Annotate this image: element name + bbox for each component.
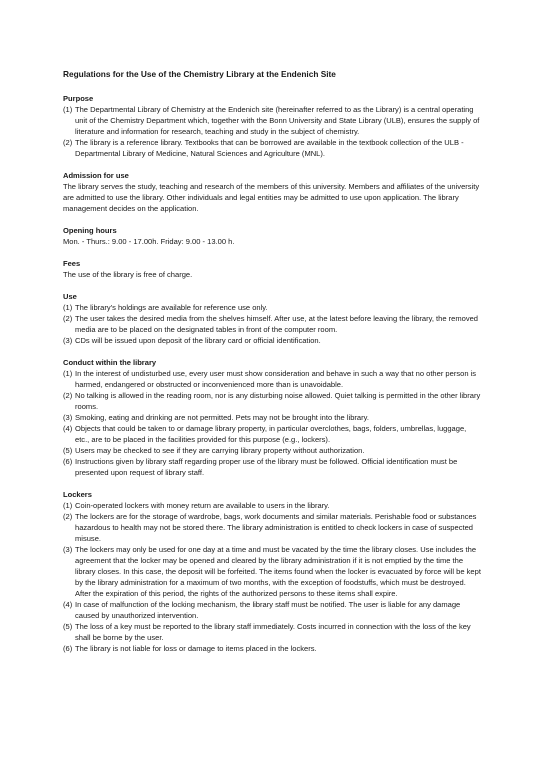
section-conduct [63,357,481,478]
list-item [63,104,481,137]
item-text: Smoking, eating and drinking are not permitted. Pets may not be brought into the library. [75,413,369,422]
list-item [63,137,481,159]
item-text: Objects that could be taken to or damage library property, in particular overclothes, bags, folders, umbrellas, luggage, etc., are to be placed in the facilities provided for this purpose (e.g., lockers). [75,424,467,444]
section-fees [63,258,481,280]
list-item [63,643,481,654]
item-number: (4) [63,424,73,433]
section-heading: Admission for use [63,171,129,180]
item-number: (2) [63,314,73,323]
list-item [63,313,481,335]
item-text: The user takes the desired media from the shelves himself. After use, at the latest before leaving the library, the removed media are to be placed on the designated tables in front of the computer room. [75,314,478,334]
item-text: Coin-operated lockers with money return are available to users in the library. [75,501,330,510]
section-heading: Conduct within the library [63,358,157,367]
item-text: The Departmental Library of Chemistry at the Endenich site (hereinafter referred to as the Library) is a central operating unit of the Chemistry Department which, together with the Bonn University and State Library (ULB), ensures the supply of literature and information for research, teaching and study in the subject of chemistry. [75,105,480,136]
section-heading: Use [63,292,77,301]
item-text: The lockers may only be used for one day at a time and must be vacated by the time the library closes. Use includes the agreement that the locker may be opened and cleared by the library administration if it is not emptied by the time the library closes. In this case, the deposit will be forfeited. The items found when the locker is evacuated by force will be kept by the library administration for a maximum of two months, with the exception of foodstuffs, which must be destroyed. After the expiration of this period, the rights of the authorized persons to these items shall expire. [75,545,481,598]
section-admission [63,170,481,214]
item-text: The library is a reference library. Textbooks that can be borrowed are available in the textbook collection of the ULB - Departmental Library of Medicine, Natural Sciences and Agriculture (MNL). [75,138,464,158]
item-number: (2) [63,391,73,400]
item-number: (3) [63,413,73,422]
item-text: The lockers are for the storage of wardrobe, bags, work documents and similar materials. Perishable food or substances hazardous to health may not be stored there. The library administration is entitled to check lockers in case of suspected misuse. [75,512,477,543]
item-text: Instructions given by library staff regarding proper use of the library must be followed. Official identification must be presented upon request of library staff. [75,457,458,477]
item-number: (3) [63,336,73,345]
list-item [63,368,481,390]
list-item [63,456,481,478]
item-text: In the interest of undisturbed use, every user must show consideration and behave in such a way that no other person is harmed, endangered or obstructed or inconvenienced more than is unavoidable. [75,369,477,389]
section-heading: Lockers [63,490,92,499]
document-title: Regulations for the Use of the Chemistry Library at the Endenich Site [63,69,336,79]
section-use [63,291,481,346]
item-text: CDs will be issued upon deposit of the library card or official identification. [75,336,321,345]
list-item [63,621,481,643]
section-opening-hours [63,225,481,247]
section-heading: Opening hours [63,226,117,235]
list-item [63,302,481,313]
section-purpose [63,93,481,159]
section-paragraph: The use of the library is free of charge. [63,270,193,279]
section-heading: Fees [63,259,81,268]
document-page [63,68,481,665]
section-heading: Purpose [63,94,94,103]
item-text: No talking is allowed in the reading room, nor is any disturbing noise allowed. Quiet talking is permitted in the other library rooms. [75,391,481,411]
section-paragraph: The library serves the study, teaching and research of the members of this university. Members and affiliates of the university are admitted to use the library. Other individuals and legal entities may be admitted to use upon application. The library management decides on the application. [63,182,480,213]
list-item [63,511,481,544]
item-text: The library's holdings are available for reference use only. [75,303,268,312]
item-number: (5) [63,446,73,455]
list-item [63,544,481,599]
item-number: (1) [63,105,73,114]
item-number: (1) [63,369,73,378]
list-item [63,423,481,445]
section-paragraph: Mon. - Thurs.: 9.00 - 17.00h. Friday: 9.00 - 13.00 h. [63,237,235,246]
list-item [63,599,481,621]
list-item [63,500,481,511]
item-number: (2) [63,512,73,521]
list-item [63,335,481,346]
item-number: (2) [63,138,73,147]
item-number: (6) [63,457,73,466]
item-number: (6) [63,644,73,653]
item-text: Users may be checked to see if they are carrying library property without authorization. [75,446,365,455]
item-number: (5) [63,622,73,631]
item-number: (3) [63,545,73,554]
item-text: The loss of a key must be reported to the library staff immediately. Costs incurred in connection with the loss of the key shall be borne by the user. [75,622,471,642]
item-text: The library is not liable for loss or damage to items placed in the lockers. [75,644,317,653]
item-number: (4) [63,600,73,609]
section-lockers [63,489,481,654]
item-text: In case of malfunction of the locking mechanism, the library staff must be notified. The user is liable for any damage caused by unauthorized intervention. [75,600,461,620]
list-item [63,390,481,412]
list-item [63,445,481,456]
item-number: (1) [63,303,73,312]
list-item [63,412,481,423]
item-number: (1) [63,501,73,510]
